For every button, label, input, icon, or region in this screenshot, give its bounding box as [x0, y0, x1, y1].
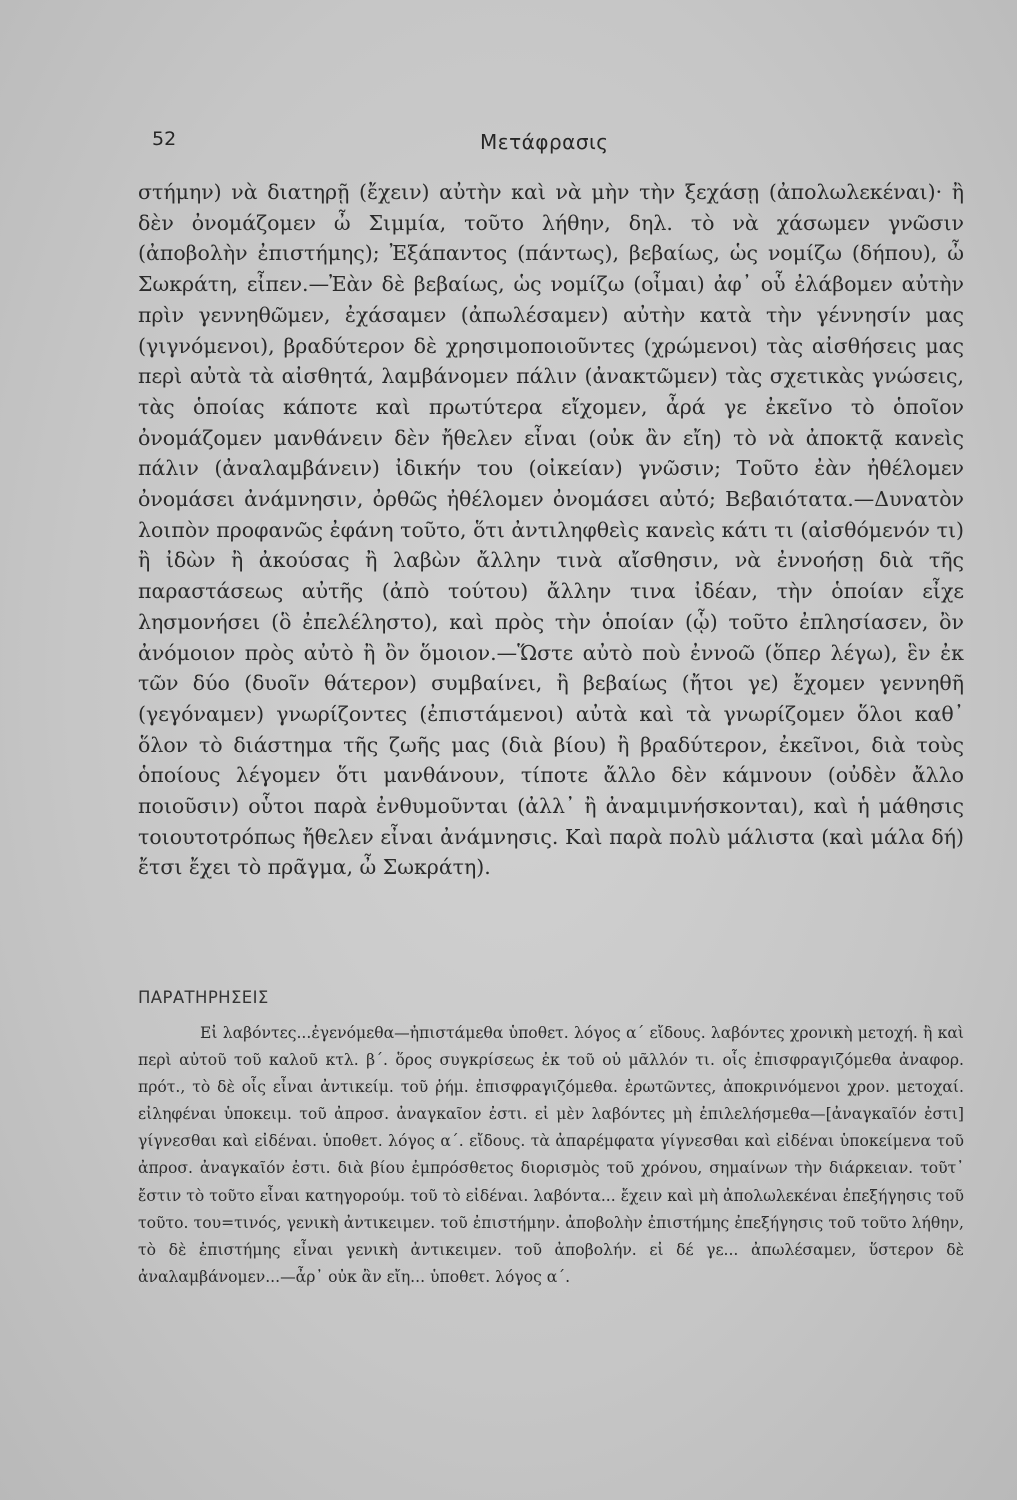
page-number: 52 [152, 128, 177, 150]
running-title: Μετάφρασις [480, 130, 609, 154]
translation-paragraph: στήμην) νὰ διατηρῇ (ἔχειν) αὐτὴν καὶ νὰ μὴν τὴν ξεχάσῃ (ἀπολωλεκέναι)· ἢ δὲν ὀνομάζομεν ὦ Σιμμία, τοῦτο λήθην, δηλ. τὸ νὰ χάσωμεν γνῶσιν (ἀποβολὴν ἐπιστήμης); Ἐξάπαντος (πάντως), βεβαίως, ὡς νομίζω (δήπου), ὦ Σωκράτη, εἶπεν.—Ἐὰν δὲ βεβαίως, ὡς νομίζω (οἶμαι) ἀφ᾽ οὗ ἐλάβομεν αὐτὴν πρὶν γεννηθῶμεν, ἐχάσαμεν (ἀπωλέσαμεν) αὐτὴν κατὰ τὴν γέννησίν μας (γιγνόμενοι), βραδύτερον δὲ χρησιμοποιοῦντες (χρώμενοι) τὰς αἰσθήσεις μας περὶ αὐτὰ τὰ αἰσθητά, λαμβάνομεν πάλιν (ἀνακτῶμεν) τὰς σχετικὰς γνώσεις, τὰς ὁποίας κάποτε καὶ πρωτύτερα εἴχομεν, ἆρά γε ἐκεῖνο τὸ ὁποῖον ὀνομάζομεν μανθάνειν δὲν ἤθελεν εἶναι (οὐκ ἂν εἴη) τὸ νὰ ἀποκτᾷ κανεὶς πάλιν (ἀναλαμβάνειν) ἰδικήν του (οἰκείαν) γνῶσιν; Τοῦτο ἐὰν ἠθέλομεν ὀνομάσει ἀνάμνησιν, ὀρθῶς ἠθέλομεν ὀνομάσει αὐτό; Βεβαιότατα.—Δυνατὸν λοιπὸν προφανῶς ἐφάνη τοῦτο, ὅτι ἀντιληφθεὶς κανεὶς κάτι τι (αἰσθόμενόν τι) ἢ ἰδὼν ἢ ἀκούσας ἢ λαβὼν ἄλλην τινὰ αἴσθησιν, νὰ ἐννοήσῃ διὰ τῆς παραστάσεως αὐτῆς (ἀπὸ τούτου) ἄλλην τινα ἰδέαν, τὴν ὁποίαν εἶχε λησμονήσει (ὃ ἐπελέληστο), καὶ πρὸς τὴν ὁποίαν (ᾧ) τοῦτο ἐπλησίασεν, ὂν ἀνόμοιον πρὸς αὐτὸ ἢ ὂν ὅμοιον.—Ὥστε αὐτὸ ποὺ ἐννοῶ (ὅπερ λέγω), ἓν ἐκ τῶν δύο (δυοῖν θάτερον) συμβαίνει, ἢ βεβαίως (ἤτοι γε) ἔχομεν γεννηθῆ (γεγόναμεν) γνωρίζοντες (ἐπιστάμενοι) αὐτὰ καὶ τὰ γνωρίζομεν ὅλοι καθ᾽ ὅλον τὸ διάστημα τῆς ζωῆς μας (διὰ βίου) ἢ βραδύτερον, ἐκεῖνοι, διὰ τοὺς ὁποίους λέγομεν ὅτι μανθάνουν, τίποτε ἄλλο δὲν κάμνουν (οὐδὲν ἄλλο ποιοῦσιν) οὗτοι παρὰ ἐνθυμοῦνται (ἀλλ᾽ ἢ ἀναμιμνήσκονται), καὶ ἡ μάθησις τοιουτοτρόπως ἤθελεν εἶναι ἀνάμνησις. Καὶ παρὰ πολὺ μάλιστα (καὶ μάλα δή) ἔτσι ἔχει τὸ πρᾶγμα, ὦ Σωκράτη). [138, 180, 964, 880]
notes-paragraph: Εἰ λαβόντες...ἐγενόμεθα—ἠπιστάμεθα ὑποθετ. λόγος α΄ εἴδους. λαβόντες χρονικὴ μετοχή. ἢ καὶ περὶ αὐτοῦ τοῦ καλοῦ κτλ. β΄. ὅρος συγκρίσεως ἐκ τοῦ οὐ μᾶλλόν τι. οἷς ἐπισφραγιζόμεθα ἀναφορ. πρότ., τὸ δὲ οἷς εἶναι ἀντικείμ. τοῦ ῥήμ. ἐπισφραγιζόμεθα. ἐρωτῶντες, ἀποκρινόμενοι χρον. μετοχαί. εἰληφέναι ὑποκειμ. τοῦ ἀπροσ. ἀναγκαῖον ἐστι. εἰ μὲν λαβόντες μὴ ἐπιλελήσμεθα—[ἀναγκαῖόν ἐστι] γίγνεσθαι καὶ εἰδέναι. ὑποθετ. λόγος α΄. εἴδους. τὰ ἀπαρέμφατα γίγνεσθαι καὶ εἰδέναι ὑποκείμενα τοῦ ἀπροσ. ἀναγκαῖόν ἐστι. διὰ βίου ἐμπρόσθετος διορισμὸς τοῦ χρόνου, σημαίνων τὴν διάρκειαν. τοῦτ᾽ ἔστιν τὸ τοῦτο εἶναι κατηγορούμ. τοῦ τὸ εἰδέναι. λαβόντα... ἔχειν καὶ μὴ ἀπολωλεκέναι ἐπεξήγησις τοῦ τοῦτο. του=τινός, γενικὴ ἀντικειμεν. τοῦ ἐπιστήμην. ἀποβολὴν ἐπιστήμης ἐπεξήγησις τοῦ τοῦτο λήθην, τὸ δὲ ἐπιστήμης εἶναι γενικὴ ἀντικειμεν. τοῦ ἀποβολήν. εἰ δέ γε... ἀπωλέσαμεν, ὕστερον δὲ ἀναλαμβάνομεν...—ἆρ᾽ οὐκ ἂν εἴη... ὑποθετ. λόγος α΄. [138, 1024, 964, 1286]
translation-text [138, 177, 964, 883]
notes-section [138, 1020, 964, 1291]
page-header [152, 128, 947, 158]
notes-heading: ΠΑΡΑΤΗΡΗΣΕΙΣ [138, 988, 269, 1007]
